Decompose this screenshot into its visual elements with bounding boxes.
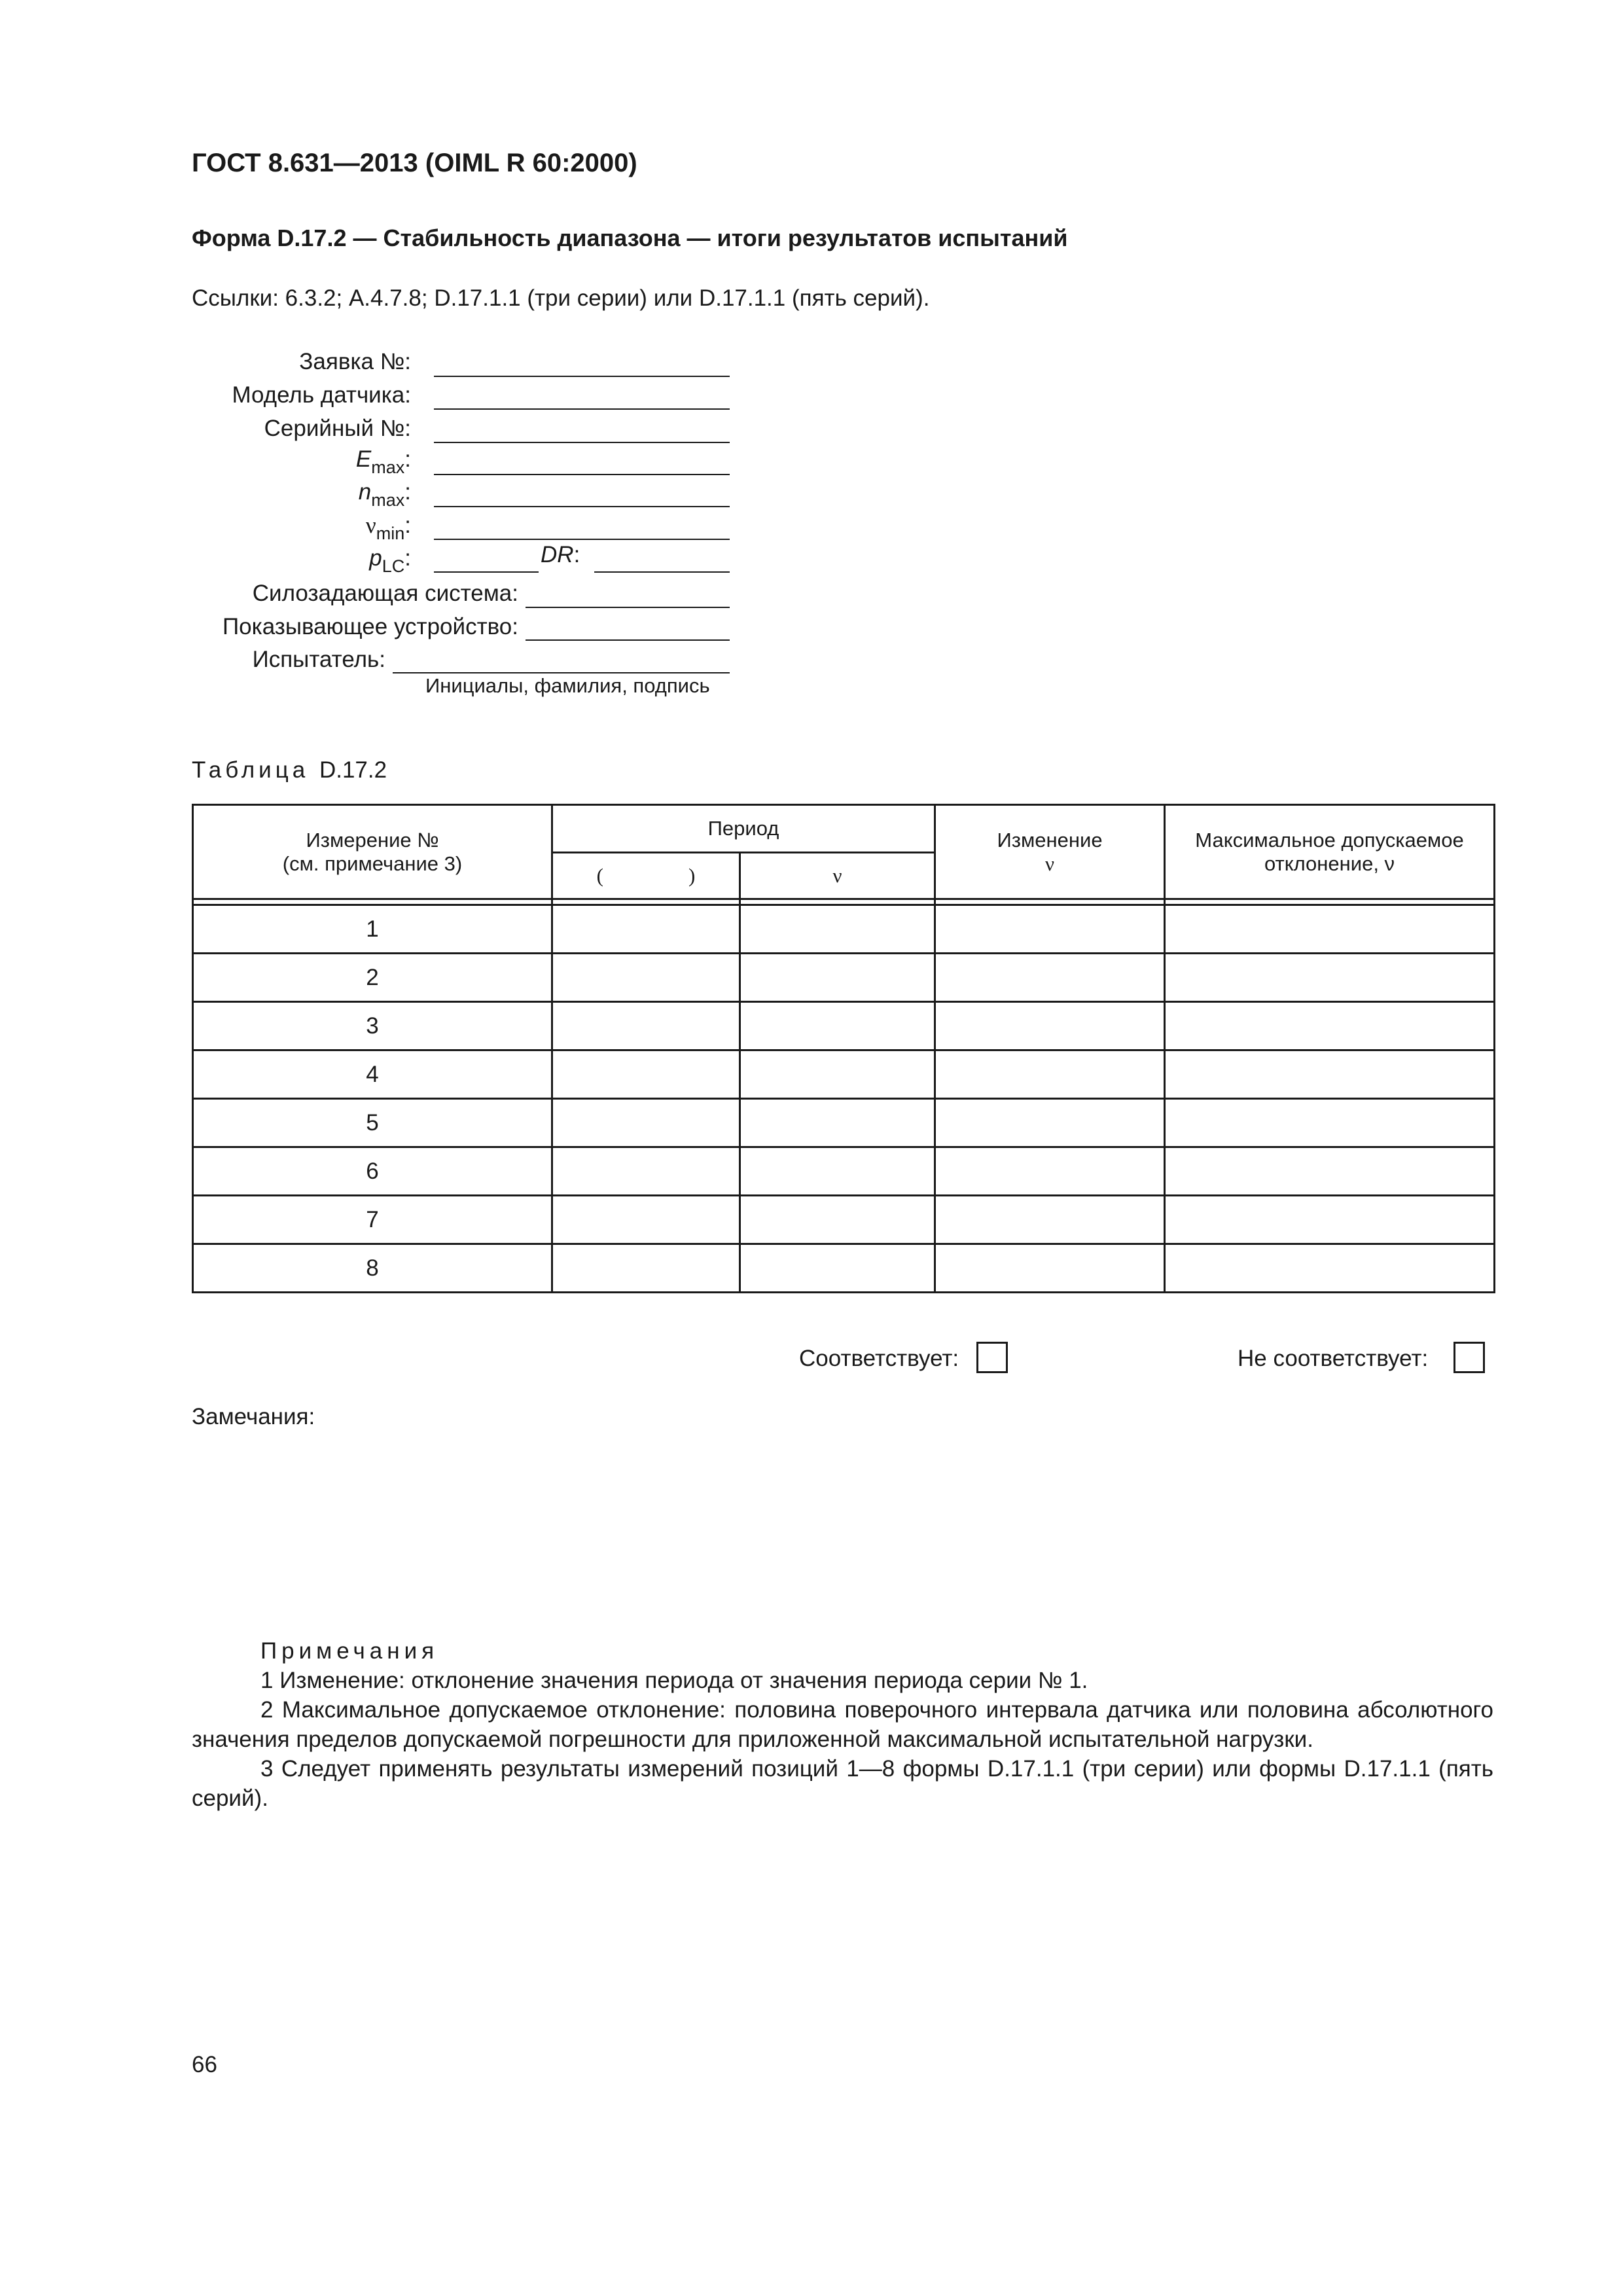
field-label-sensor-model: Модель датчика: [232, 382, 411, 408]
cell-period-unit[interactable] [552, 954, 740, 1002]
complies-checkbox[interactable] [976, 1342, 1008, 1373]
cell-change[interactable] [935, 1002, 1165, 1050]
form-title: Форма D.17.2 — Стабильность диапазона — итоги результатов испытаний [192, 224, 1068, 251]
cell-change[interactable] [935, 1147, 1165, 1196]
cell-period-unit[interactable] [552, 1002, 740, 1050]
table-row [193, 1002, 1495, 1050]
table-row [193, 1244, 1495, 1293]
cell-max-deviation[interactable] [1165, 1050, 1495, 1099]
field-line-nmax[interactable] [434, 506, 730, 507]
row-number: 1 [193, 905, 552, 954]
cell-max-deviation[interactable] [1165, 905, 1495, 954]
cell-period-unit[interactable] [552, 1244, 740, 1293]
cell-max-deviation[interactable] [1165, 1196, 1495, 1244]
row-number: 6 [193, 1147, 552, 1196]
remarks-label: Замечания: [192, 1404, 315, 1429]
row-number: 8 [193, 1244, 552, 1293]
header-max-deviation-line1: Максимальное допускаемое [1195, 828, 1464, 852]
field-line-plc[interactable] [434, 571, 539, 573]
notes-heading: Примечания [260, 1638, 439, 1664]
field-label-vmin: $\nu_{min}$: [365, 512, 411, 543]
field-line-dr[interactable] [594, 571, 730, 573]
field-label-plc: $p_{LC}$: [369, 545, 411, 576]
header-max-deviation-line2: отклонение, ν [1264, 852, 1395, 875]
cell-period-unit[interactable] [552, 1147, 740, 1196]
cell-max-deviation[interactable] [1165, 1099, 1495, 1147]
field-label-force-system: Силозадающая система: [252, 581, 518, 606]
field-label-application: Заявка №: [299, 349, 411, 374]
header-measurement [193, 805, 552, 899]
header-period-unit: ( ) [552, 853, 740, 899]
cell-change[interactable] [935, 954, 1165, 1002]
header-measurement-line2: (см. примечание 3) [282, 852, 463, 875]
field-label-dr: DR: [541, 542, 580, 567]
cell-change[interactable] [935, 1050, 1165, 1099]
row-number: 7 [193, 1196, 552, 1244]
field-label-emax: $E_{max}$: [355, 446, 411, 477]
header-change [935, 805, 1165, 899]
cell-period-unit[interactable] [552, 1099, 740, 1147]
row-number: 5 [193, 1099, 552, 1147]
complies-label: Соответствует: [799, 1346, 959, 1371]
header-change-line1: Изменение [997, 828, 1103, 852]
table-row [193, 1196, 1495, 1244]
cell-period-unit[interactable] [552, 1050, 740, 1099]
field-label-serial: Серийный №: [264, 416, 411, 441]
results-table [192, 804, 1495, 1293]
cell-period-nu[interactable] [740, 1002, 935, 1050]
row-number: 3 [193, 1002, 552, 1050]
cell-max-deviation[interactable] [1165, 1002, 1495, 1050]
field-label-indicator: Показывающее устройство: [223, 614, 518, 639]
field-line-serial[interactable] [434, 442, 730, 443]
cell-change[interactable] [935, 1196, 1165, 1244]
field-line-sensor-model[interactable] [434, 408, 730, 410]
cell-max-deviation[interactable] [1165, 1147, 1495, 1196]
cell-period-nu[interactable] [740, 1147, 935, 1196]
row-number: 4 [193, 1050, 552, 1099]
cell-period-unit[interactable] [552, 905, 740, 954]
cell-period-nu[interactable] [740, 1099, 935, 1147]
cell-period-nu[interactable] [740, 1196, 935, 1244]
table-row [193, 905, 1495, 954]
cell-max-deviation[interactable] [1165, 1244, 1495, 1293]
references-text: Ссылки: 6.3.2; А.4.7.8; D.17.1.1 (три серии) или D.17.1.1 (пять серий). [192, 285, 930, 311]
field-line-indicator[interactable] [526, 639, 730, 641]
note-item: 2 Максимальное допускаемое отклонение: половина поверочного интервала датчика или половина абсолютного значения пределов допускаемой погрешности для приложенной максимальной испытательной нагрузки. [192, 1697, 1493, 1752]
header-period: Период [552, 805, 935, 853]
cell-period-nu[interactable] [740, 905, 935, 954]
cell-max-deviation[interactable] [1165, 954, 1495, 1002]
field-label-nmax: $n_{max}$: [358, 479, 411, 510]
page-number: 66 [192, 2052, 217, 2077]
not-complies-label: Не соответствует: [1238, 1346, 1429, 1371]
cell-period-nu[interactable] [740, 1050, 935, 1099]
cell-change[interactable] [935, 1099, 1165, 1147]
row-number: 2 [193, 954, 552, 1002]
table-row [193, 1099, 1495, 1147]
cell-period-nu[interactable] [740, 1244, 935, 1293]
field-line-application[interactable] [434, 376, 730, 377]
header-change-unit: ν [1045, 852, 1055, 875]
field-line-vmin[interactable] [434, 539, 730, 540]
header-period-nu: ν [740, 853, 935, 899]
cell-change[interactable] [935, 1244, 1165, 1293]
notes-block [192, 1636, 1493, 1813]
tester-caption: Инициалы, фамилия, подпись [425, 674, 710, 697]
not-complies-checkbox[interactable] [1454, 1342, 1485, 1373]
field-line-tester[interactable] [393, 672, 730, 673]
note-item: 1 Изменение: отклонение значения периода от значения периода серии № 1. [260, 1668, 1088, 1693]
header-measurement-line1: Измерение № [306, 828, 439, 852]
table-row [193, 954, 1495, 1002]
header-max-deviation [1165, 805, 1495, 899]
table-row [193, 1050, 1495, 1099]
cell-period-nu[interactable] [740, 954, 935, 1002]
standard-code: ГОСТ 8.631—2013 (OIML R 60:2000) [192, 149, 637, 177]
field-label-tester: Испытатель: [252, 647, 385, 672]
field-line-emax[interactable] [434, 474, 730, 475]
field-line-force-system[interactable] [526, 607, 730, 608]
cell-period-unit[interactable] [552, 1196, 740, 1244]
table-caption: Таблица D.17.2 [192, 757, 387, 783]
cell-change[interactable] [935, 905, 1165, 954]
note-item: 3 Следует применять результаты измерений позиций 1—8 формы D.17.1.1 (три серии) или формы D.17.1.1 (пять серий). [192, 1756, 1493, 1811]
table-row [193, 1147, 1495, 1196]
